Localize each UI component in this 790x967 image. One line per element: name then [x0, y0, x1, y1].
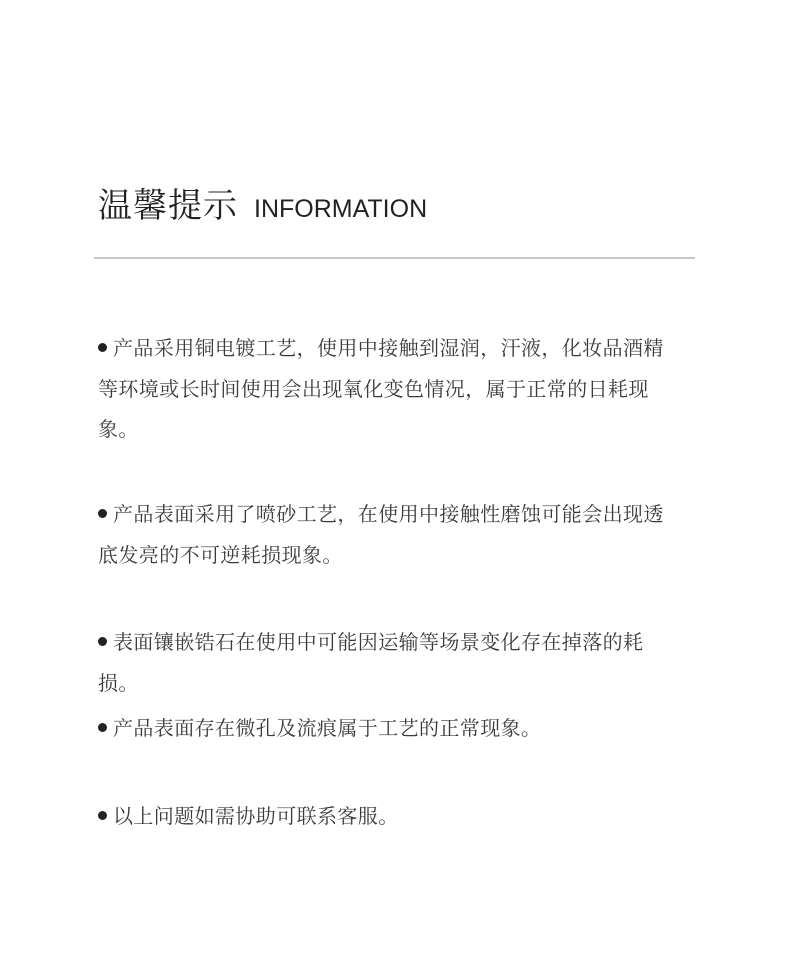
notice-item — [98, 494, 678, 575]
header — [98, 186, 427, 226]
notice-item — [98, 328, 678, 450]
bullet-icon — [98, 343, 107, 352]
notice-item — [98, 622, 678, 703]
page-subtitle: INFORMATION — [254, 195, 428, 223]
notice-text: 表面镶嵌锆石在使用中可能因运输等场景变化存在掉落的耗损。 — [98, 630, 644, 695]
bullet-icon — [98, 811, 107, 820]
notice-text: 以上问题如需协助可联系客服。 — [113, 804, 399, 828]
bullet-icon — [98, 509, 107, 518]
notice-text: 产品采用铜电镀工艺，使用中接触到湿润，汗液，化妆品酒精等环境或长时间使用会出现氧化变色情况，属于正常的日耗现象。 — [98, 336, 664, 441]
notice-text: 产品表面采用了喷砂工艺，在使用中接触性磨蚀可能会出现透底发亮的不可逆耗损现象。 — [98, 502, 664, 567]
notice-item — [98, 708, 678, 749]
bullet-icon — [98, 637, 107, 646]
divider — [94, 257, 695, 259]
notice-item — [98, 796, 678, 837]
page-title: 温馨提示 — [98, 186, 238, 226]
bullet-icon — [98, 723, 107, 732]
notice-text: 产品表面存在微孔及流痕属于工艺的正常现象。 — [113, 716, 542, 740]
